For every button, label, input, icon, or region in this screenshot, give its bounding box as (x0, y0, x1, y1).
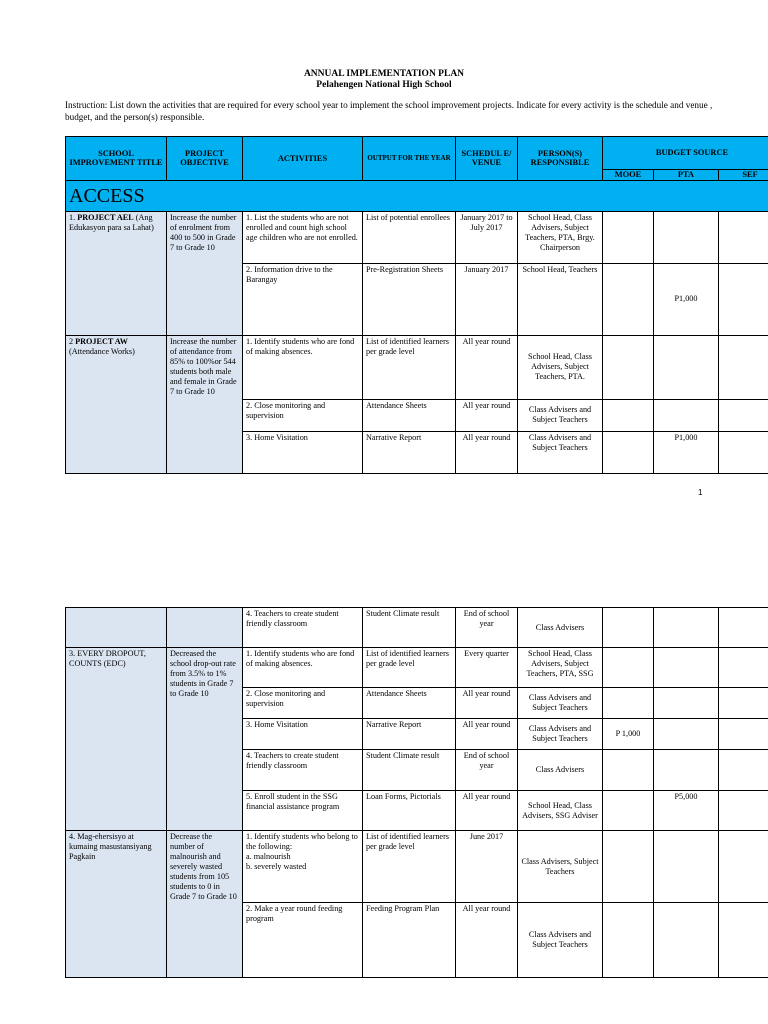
sef-cell (719, 608, 768, 648)
pta-cell (654, 608, 719, 648)
output-cell: Student Climate result (363, 750, 456, 791)
mooe-cell (603, 648, 654, 688)
output-cell: Pre-Registration Sheets (363, 263, 456, 335)
table-row (66, 648, 768, 688)
header-schedule: SCHEDUL E/ VENUE (456, 137, 518, 181)
header-pta: PTA (654, 170, 719, 181)
project-objective-cell: Decreased the school drop-out rate from 3.5% to 1% students in Grade 7 to Grade 10 (167, 648, 243, 831)
table-row (66, 608, 768, 648)
pta-cell (654, 903, 719, 978)
section-access: ACCESS (66, 180, 768, 211)
output-cell: Narrative Report (363, 431, 456, 473)
schedule-cell: All year round (456, 719, 518, 750)
activity-cell: 1. List the students who are not enrolled and count high school age children who are not enrolled. (243, 211, 363, 263)
activity-subitem: a. malnourish (246, 852, 291, 861)
activity-cell: 2. Information drive to the Barangay (243, 263, 363, 335)
sef-cell (719, 431, 768, 473)
project-title-cell (66, 211, 167, 335)
activity-cell: 5. Enroll student in the SSG financial assistance program (243, 791, 363, 831)
project-name: PROJECT AW (75, 336, 128, 346)
output-cell: Attendance Sheets (363, 688, 456, 719)
activity-cell: 3. Home Visitation (243, 431, 363, 473)
schedule-cell: All year round (456, 791, 518, 831)
schedule-cell: All year round (456, 688, 518, 719)
instruction-text: Instruction: List down the activities that are required for every school year to implement the school improvement projects. Indicate for every activity is the schedule and venue , budget, and the person(s) responsible. (65, 100, 713, 122)
header-improvement-title: SCHOOL IMPROVEMENT TITLE (66, 137, 167, 181)
pta-cell (654, 688, 719, 719)
page-number: 1 (698, 488, 703, 497)
persons-cell: Class Advisers and Subject Teachers (518, 399, 603, 431)
mooe-cell (603, 399, 654, 431)
schedule-cell: All year round (456, 399, 518, 431)
persons-cell: School Head, Class Advisers, Subject Teachers, PTA. (518, 335, 603, 399)
sef-cell (719, 688, 768, 719)
school-name: Pelahengen National High School (316, 80, 452, 90)
schedule-cell: All year round (456, 903, 518, 978)
pta-cell (654, 399, 719, 431)
pta-cell (654, 719, 719, 750)
pta-cell (654, 335, 719, 399)
table-row (66, 335, 768, 399)
pta-cell (654, 211, 719, 263)
project-title-cell (66, 608, 167, 648)
activity-cell: 2. Close monitoring and supervision (243, 688, 363, 719)
project-title-cell (66, 335, 167, 473)
plan-table-page-2 (65, 607, 768, 978)
sef-cell (719, 903, 768, 978)
output-cell: Feeding Program Plan (363, 903, 456, 978)
sef-cell (719, 399, 768, 431)
header-persons: PERSON(S) RESPONSIBLE (518, 137, 603, 181)
pta-cell: P5,000 (654, 791, 719, 831)
pta-cell: P1,000 (654, 431, 719, 473)
mooe-cell (603, 750, 654, 791)
mooe-cell (603, 831, 654, 903)
output-cell: Narrative Report (363, 719, 456, 750)
mooe-cell (603, 263, 654, 335)
activity-cell: 3. Home Visitation (243, 719, 363, 750)
persons-cell: Class Advisers and Subject Teachers (518, 431, 603, 473)
output-cell: Student Climate result (363, 608, 456, 648)
persons-cell: School Head, Class Advisers, SSG Adviser (518, 791, 603, 831)
persons-cell: Class Advisers, Subject Teachers (518, 831, 603, 903)
document-title: ANNUAL IMPLEMENTATION PLAN (303, 69, 465, 79)
project-title-cell: 3. EVERY DROPOUT, COUNTS (EDC) (66, 648, 167, 831)
project-objective-cell: Decrease the number of malnourish and severely wasted students from 105 students to 0 in Grade 7 to Grade 10 (167, 831, 243, 978)
project-objective-cell: Increase the number of attendance from 85% to 100%or 544 students both male and female in Grade 7 to Grade 10 (167, 335, 243, 473)
schedule-cell: January 2017 to July 2017 (456, 211, 518, 263)
activity-cell: 1. Identify students who are fond of making absences. (243, 335, 363, 399)
header-activities: ACTIVITIES (243, 137, 363, 181)
mooe-cell (603, 903, 654, 978)
header-mooe: MOOE (603, 170, 654, 181)
activity-cell: 4. Teachers to create student friendly classroom (243, 608, 363, 648)
activity-cell: 1. Identify students who are fond of making absences. (243, 648, 363, 688)
output-cell: List of identified learners per grade level (363, 831, 456, 903)
pta-cell (654, 648, 719, 688)
persons-cell: Class Advisers and Subject Teachers (518, 719, 603, 750)
activity-cell: 2. Close monitoring and supervision (243, 399, 363, 431)
mooe-cell (603, 335, 654, 399)
sef-cell (719, 263, 768, 335)
schedule-cell: End of school year (456, 608, 518, 648)
sef-cell (719, 719, 768, 750)
schedule-cell: All year round (456, 431, 518, 473)
activity-text: 1. Identify students who belong to the following: (246, 832, 358, 851)
pta-cell: P1,000 (654, 263, 719, 335)
activity-cell: 2. Make a year round feeding program (243, 903, 363, 978)
persons-cell: Class Advisers and Subject Teachers (518, 903, 603, 978)
persons-cell: Class Advisers (518, 608, 603, 648)
project-number: 1. (69, 212, 76, 222)
persons-cell: School Head, Class Advisers, Subject Teachers, PTA, SSG (518, 648, 603, 688)
pta-cell (654, 750, 719, 791)
mooe-cell (603, 791, 654, 831)
sef-cell (719, 211, 768, 263)
header-budget-source: BUDGET SOURCE (603, 137, 768, 170)
schedule-cell: June 2017 (456, 831, 518, 903)
mooe-cell: P 1,000 (603, 719, 654, 750)
project-name-detail: (Attendance Works) (69, 346, 135, 356)
header-output: OUTPUT FOR THE YEAR (363, 137, 456, 181)
schedule-cell: Every quarter (456, 648, 518, 688)
pta-cell (654, 831, 719, 903)
mooe-cell (603, 688, 654, 719)
table-row (66, 211, 768, 263)
mooe-cell (603, 608, 654, 648)
project-name: PROJECT AEL (77, 212, 134, 222)
schedule-cell: All year round (456, 335, 518, 399)
sef-cell (719, 831, 768, 903)
project-name-detail: (Ang Edukasyon para sa Lahat) (69, 212, 154, 232)
mooe-cell (603, 431, 654, 473)
output-cell: List of potential enrollees (363, 211, 456, 263)
activity-cell: 4. Teachers to create student friendly classroom (243, 750, 363, 791)
sef-cell (719, 648, 768, 688)
activity-subitem: b. severely wasted (246, 862, 307, 871)
plan-table-page-1 (65, 136, 768, 474)
output-cell: Loan Forms, Pictorials (363, 791, 456, 831)
schedule-cell: End of school year (456, 750, 518, 791)
project-title-cell: 4. Mag-ehersisyo at kumaing masustansiyang Pagkain (66, 831, 167, 978)
project-objective-cell (167, 608, 243, 648)
sef-cell (719, 750, 768, 791)
table-row (66, 831, 768, 903)
sef-cell (719, 791, 768, 831)
persons-cell: School Head, Teachers (518, 263, 603, 335)
header-sef: SEF (719, 170, 768, 181)
output-cell: List of identified learners per grade level (363, 648, 456, 688)
output-cell: Attendance Sheets (363, 399, 456, 431)
mooe-cell (603, 211, 654, 263)
activity-cell (243, 831, 363, 903)
schedule-cell: January 2017 (456, 263, 518, 335)
project-objective-cell: Increase the number of enrolment from 400 to 500 in Grade 7 to Grade 10 (167, 211, 243, 335)
project-number: 2 (69, 336, 74, 346)
persons-cell: Class Advisers and Subject Teachers (518, 688, 603, 719)
persons-cell: Class Advisers (518, 750, 603, 791)
output-cell: List of identified learners per grade level (363, 335, 456, 399)
sef-cell (719, 335, 768, 399)
header-project-objective: PROJECT OBJECTIVE (167, 137, 243, 181)
persons-cell: School Head, Class Advisers, Subject Teachers, PTA, Brgy. Chairperson (518, 211, 603, 263)
